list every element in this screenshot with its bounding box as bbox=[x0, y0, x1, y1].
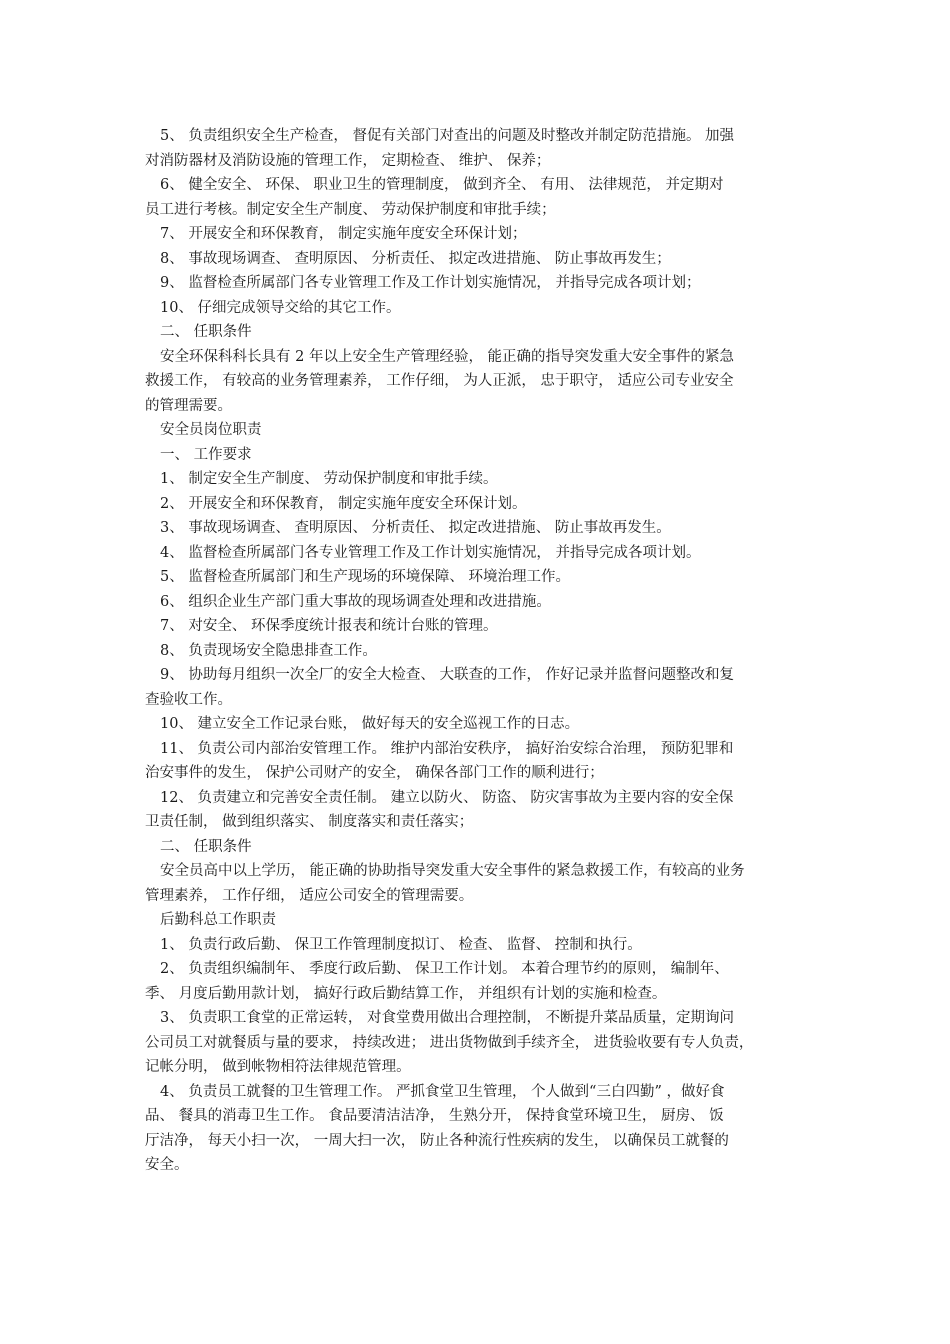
text-line: 救援工作， 有较高的业务管理素养， 工作仔细， 为人正派， 忠于职守， 适应公司专业安全 bbox=[145, 373, 734, 389]
text-line: 6、 健全安全、 环保、 职业卫生的管理制度， 做到齐全、 有用、 法律规范， 并定期对 bbox=[160, 177, 724, 193]
text-line: 7、 开展安全和环保教育， 制定实施年度安全环保计划； bbox=[160, 226, 527, 242]
text-line: 8、 事故现场调查、 查明原因、 分析责任、 拟定改进措施、 防止事故再发生； bbox=[160, 250, 671, 267]
text-line: 二、 任职条件 bbox=[160, 324, 252, 340]
text-line: 的管理需要。 bbox=[145, 397, 232, 414]
text-line: 管理素养， 工作仔细， 适应公司安全的管理需要。 bbox=[145, 887, 474, 904]
text-line: 2、 开展安全和环保教育， 制定实施年度安全环保计划。 bbox=[160, 495, 527, 512]
text-line: 厅洁净， 每天小扫一次， 一周大扫一次， 防止各种流行性疾病的发生， 以确保员工就餐的 bbox=[145, 1132, 729, 1149]
text-line: 安全员岗位职责 bbox=[160, 422, 262, 438]
text-line: 3、 事故现场调查、 查明原因、 分析责任、 拟定改进措施、 防止事故再发生。 bbox=[160, 520, 671, 536]
text-line: 5、 负责组织安全生产检查， 督促有关部门对查出的问题及时整改并制定防范措施。 加强 bbox=[160, 128, 735, 144]
text-line: 对消防器材及消防设施的管理工作， 定期检查、 维护、 保养； bbox=[145, 152, 551, 169]
text-line: 季、 月度后勤用款计划， 搞好行政后勤结算工作， 并组织有计划的实施和检查。 bbox=[145, 985, 667, 1002]
text-line: 4、 监督检查所属部门各专业管理工作及工作计划实施情况， 并指导完成各项计划。 bbox=[160, 544, 701, 561]
text-line: 一、 工作要求 bbox=[160, 446, 252, 463]
text-line: 8、 负责现场安全隐患排查工作。 bbox=[160, 642, 377, 659]
text-line: 5、 监督检查所属部门和生产现场的环境保障、 环境治理工作。 bbox=[160, 569, 570, 585]
text-line: 安全。 bbox=[145, 1157, 189, 1173]
text-line: 治安事件的发生， 保护公司财产的安全， 确保各部门工作的顺利进行； bbox=[145, 765, 604, 781]
text-line: 安全环保科科长具有 2 年以上安全生产管理经验， 能正确的指导突发重大安全事件的紧急 bbox=[160, 348, 735, 365]
text-line: 1、 制定安全生产制度、 劳动保护制度和审批手续。 bbox=[160, 471, 498, 487]
text-line: 记帐分明， 做到帐物相符法律规范管理。 bbox=[145, 1059, 411, 1075]
text-line: 9、 协助每月组织一次全厂的安全大检查、 大联查的工作， 作好记录并监督问题整改和复 bbox=[160, 667, 735, 683]
text-line: 查验收工作。 bbox=[145, 691, 232, 708]
text-line: 后勤科总工作职责 bbox=[160, 912, 276, 928]
text-line: 二、 任职条件 bbox=[160, 838, 252, 855]
text-line: 7、 对安全、 环保季度统计报表和统计台账的管理。 bbox=[160, 618, 498, 634]
text-line: 11、 负责公司内部治安管理工作。 维护内部治安秩序， 搞好治安综合治理， 预防犯罪和 bbox=[160, 740, 734, 757]
text-line: 品、 餐具的消毒卫生工作。 食品要清洁洁净， 生熟分开， 保持食堂环境卫生， 厨房、 饭 bbox=[145, 1108, 724, 1124]
text-line: 10、 仔细完成领导交给的其它工作。 bbox=[160, 299, 401, 316]
document-body bbox=[0, 124, 950, 1178]
text-line: 4、 负责员工就餐的卫生管理工作。 严抓食堂卫生管理， 个人做到“三白四勤” ，做好食 bbox=[160, 1083, 725, 1100]
text-line: 卫责任制， 做到组织落实、 制度落实和责任落实； bbox=[145, 814, 474, 830]
text-line: 6、 组织企业生产部门重大事故的现场调查处理和改进措施。 bbox=[160, 593, 551, 610]
text-line: 安全员高中以上学历， 能正确的协助指导突发重大安全事件的紧急救援工作，有较高的业务 bbox=[160, 863, 745, 879]
text-line: 公司员工对就餐质与量的要求， 持续改进； 进出货物做到手续齐全， 进货验收要有专人负责， bbox=[145, 1034, 754, 1051]
text-line: 3、 负责职工食堂的正常运转， 对食堂费用做出合理控制， 不断提升菜品质量，定期询问 bbox=[160, 1010, 735, 1026]
text-line: 12、 负责建立和完善安全责任制。 建立以防火、 防盗、 防灾害事故为主要内容的安全保 bbox=[160, 789, 734, 806]
text-line: 10、 建立安全工作记录台账， 做好每天的安全巡视工作的日志。 bbox=[160, 716, 580, 732]
text-line: 员工进行考核。制定安全生产制度、 劳动保护制度和审批手续； bbox=[145, 201, 556, 218]
text-line: 1、 负责行政后勤、 保卫工作管理制度拟订、 检查、 监督、 控制和执行。 bbox=[160, 936, 642, 953]
text-line: 2、 负责组织编制年、 季度行政后勤、 保卫工作计划。 本着合理节约的原则， 编制年、 bbox=[160, 961, 729, 977]
text-line: 9、 监督检查所属部门各专业管理工作及工作计划实施情况， 并指导完成各项计划； bbox=[160, 275, 701, 291]
